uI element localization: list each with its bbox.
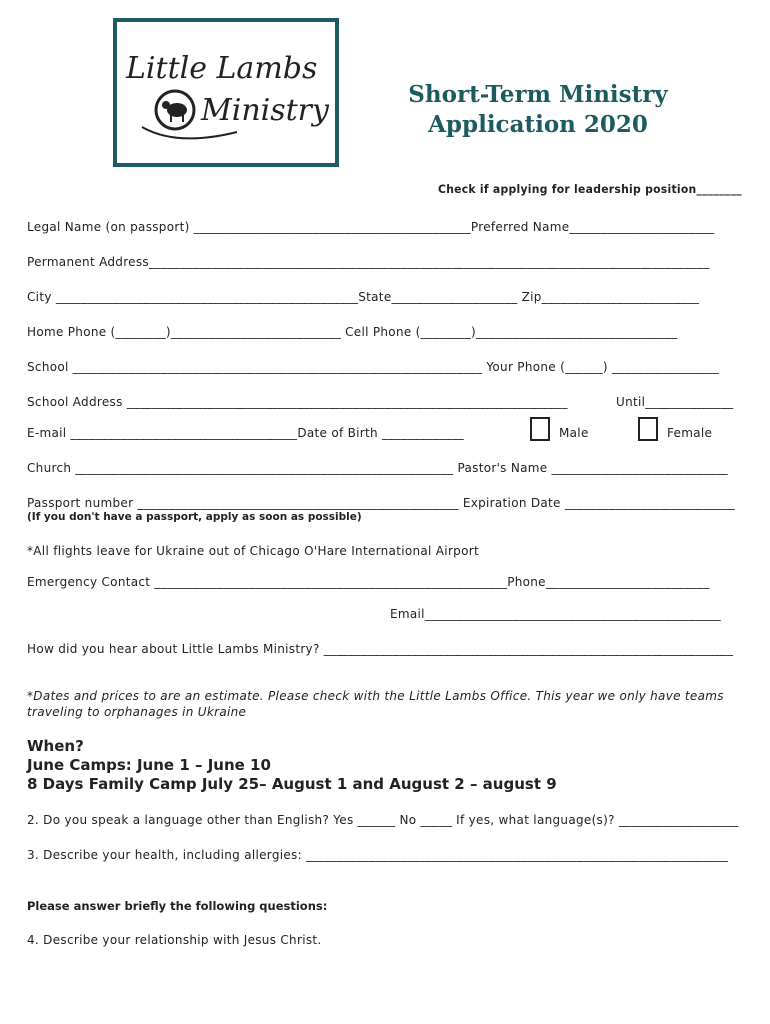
- male-checkbox[interactable]: [530, 417, 550, 441]
- ministry-logo: [113, 18, 339, 167]
- passport-field[interactable]: Passport number ___________________________________________________ Expiration Date ___________________________: [27, 496, 735, 510]
- female-checkbox[interactable]: [638, 417, 658, 441]
- june-camps: June Camps: June 1 – June 10: [27, 756, 271, 774]
- when-heading: When?: [27, 737, 84, 755]
- family-camp: 8 Days Family Camp July 25– August 1 and August 2 – august 9: [27, 775, 557, 793]
- questions-header: Please answer briefly the following questions:: [27, 899, 328, 913]
- city-state-zip-field[interactable]: City ________________________________________________State____________________ Zip_________________________: [27, 290, 700, 304]
- question-4: 4. Describe your relationship with Jesus Christ.: [27, 933, 322, 947]
- logo-line2: Ministry: [201, 93, 329, 128]
- female-label: Female: [667, 426, 713, 440]
- school-field[interactable]: School _________________________________________________________________ Your Phone (______) _________________: [27, 360, 720, 374]
- form-title: [400, 80, 676, 140]
- passport-note: (If you don't have a passport, apply as soon as possible): [27, 511, 362, 523]
- phone-field[interactable]: Home Phone (________)___________________________ Cell Phone (________)________________________________: [27, 325, 678, 339]
- church-field[interactable]: Church ____________________________________________________________ Pastor's Name ____________________________: [27, 461, 728, 475]
- email-dob-field[interactable]: E-mail ____________________________________Date of Birth _____________: [27, 426, 464, 440]
- emergency-email-field[interactable]: Email_______________________________________________: [390, 607, 721, 621]
- hear-about-field[interactable]: How did you hear about Little Lambs Ministry? _________________________________________________________________: [27, 642, 734, 656]
- question-3[interactable]: 3. Describe your health, including allergies: ___________________________________________________________________: [27, 848, 729, 862]
- leadership-checkline[interactable]: Check if applying for leadership position________: [438, 182, 742, 196]
- title-line1: Short-Term Ministry: [408, 81, 668, 108]
- school-address-field[interactable]: School Address ______________________________________________________________________: [27, 395, 568, 409]
- logo-line1: Little Lambs: [126, 51, 318, 86]
- lamb-icon: [156, 91, 194, 129]
- permanent-address-field[interactable]: Permanent Address_________________________________________________________________________________________: [27, 255, 710, 269]
- emergency-contact-field[interactable]: Emergency Contact ________________________________________________________Phone__________________________: [27, 575, 710, 589]
- legal-name-field[interactable]: Legal Name (on passport) ____________________________________________Preferred Name_______________________: [27, 220, 715, 234]
- flights-note: *All flights leave for Ukraine out of Chicago O'Hare International Airport: [27, 544, 479, 558]
- question-2[interactable]: 2. Do you speak a language other than English? Yes ______ No _____ If yes, what language(s)? ___________________: [27, 813, 739, 827]
- until-field[interactable]: Until______________: [616, 395, 734, 409]
- male-label: Male: [559, 426, 589, 440]
- title-line2: Application 2020: [428, 111, 648, 138]
- logo-graphic: [117, 22, 335, 163]
- estimate-note-line2: traveling to orphanages in Ukraine: [27, 705, 247, 719]
- estimate-note-line1: *Dates and prices to are an estimate. Please check with the Little Lambs Office. This year we only have teams: [27, 689, 724, 703]
